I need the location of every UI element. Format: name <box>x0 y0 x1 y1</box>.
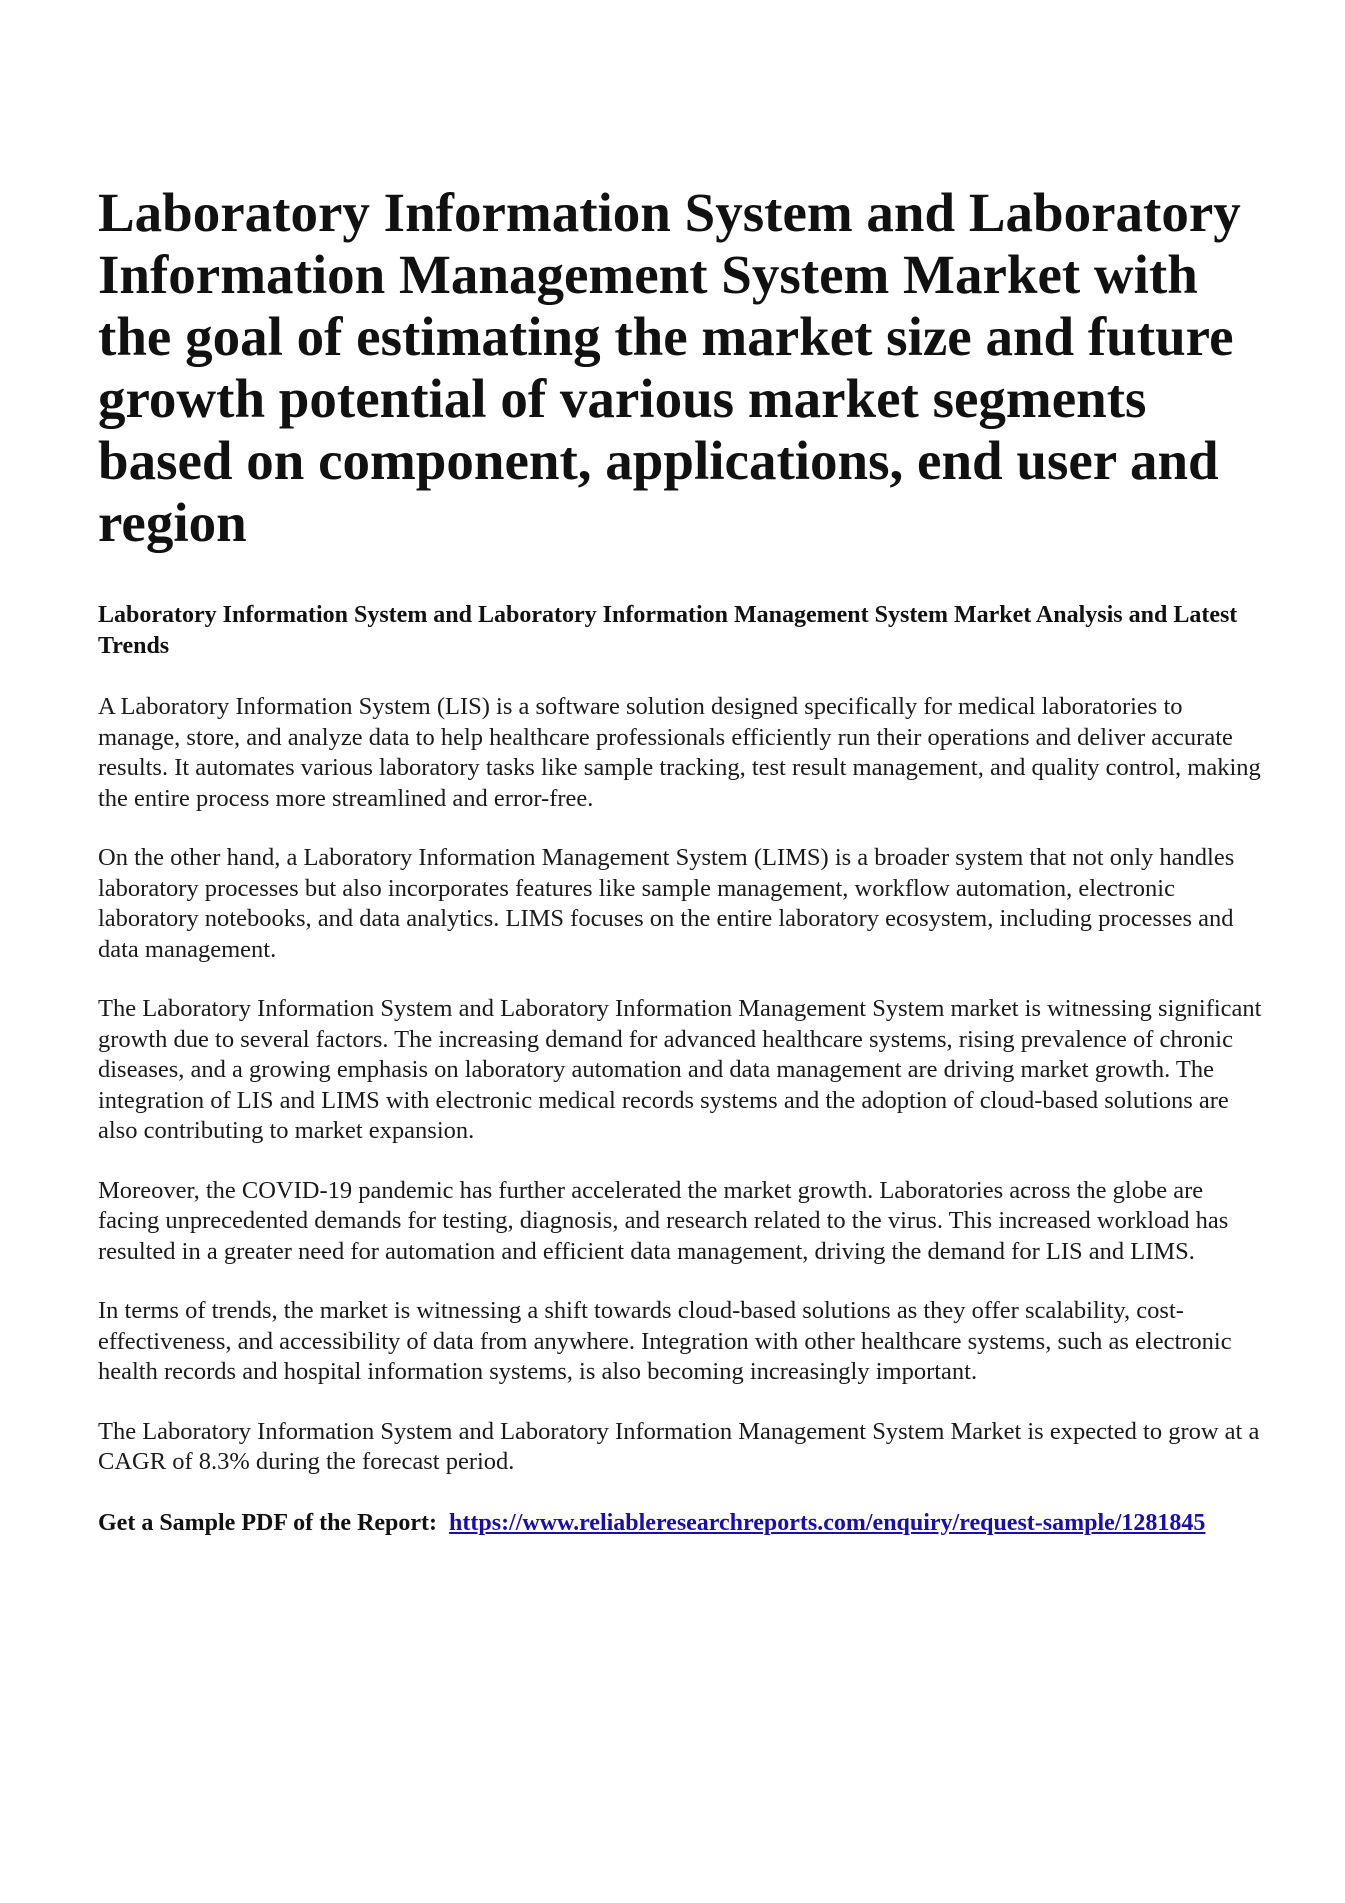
sample-pdf-label: Get a Sample PDF of the Report: <box>98 1509 438 1536</box>
paragraph-covid-impact: Moreover, the COVID-19 pandemic has further accelerated the market growth. Laboratories across the globe are facing unprecedented demands for testing, diagnosis, and research related to the virus. This increased workload has resulted in a greater need for automation and efficient data management, driving the demand for LIS and LIMS. <box>98 1176 1229 1265</box>
sample-pdf-callout <box>98 1508 1263 1538</box>
paragraph-trends: In terms of trends, the market is witnessing a shift towards cloud-based solutions as they offer scalability, cost-effectiveness, and accessibility of data from anywhere. Integration with other healthcare systems, such as electronic health records and hospital information systems, is also becoming increasingly important. <box>98 1297 1232 1385</box>
document-page <box>98 182 1263 1538</box>
paragraph-market-growth: The Laboratory Information System and Laboratory Information Management System market is witnessing significant growth due to several factors. The increasing demand for advanced healthcare systems, rising prevalence of chronic diseases, and a growing emphasis on laboratory automation and data management are driving market growth. The integration of LIS and LIMS with electronic medical records systems and the adoption of cloud-based solutions are also contributing to market expansion. <box>98 995 1262 1144</box>
section-heading: Laboratory Information System and Laboratory Information Management System Market Analysis and Latest Trends <box>98 602 1238 659</box>
sample-pdf-link[interactable]: https://www.reliableresearchreports.com/enquiry/request-sample/1281845 <box>449 1509 1206 1536</box>
paragraph-lis-definition: A Laboratory Information System (LIS) is a software solution designed specifically for medical laboratories to manage, store, and analyze data to help healthcare professionals efficiently run their operations and deliver accurate results. It automates various laboratory tasks like sample tracking, test result management, and quality control, making the entire process more streamlined and error-free. <box>98 693 1261 812</box>
document-title: Laboratory Information System and Laboratory Information Management System Market with the goal of estimating the market size and future growth potential of various market segments based on component, applications, end user and region <box>98 182 1241 553</box>
paragraph-cagr: The Laboratory Information System and Laboratory Information Management System Market is expected to grow at a CAGR of 8.3% during the forecast period. <box>98 1417 1260 1475</box>
paragraph-lims-definition: On the other hand, a Laboratory Information Management System (LIMS) is a broader system that not only handles laboratory processes but also incorporates features like sample management, workflow automation, electronic laboratory notebooks, and data analytics. LIMS focuses on the entire laboratory ecosystem, including processes and data management. <box>98 844 1235 963</box>
